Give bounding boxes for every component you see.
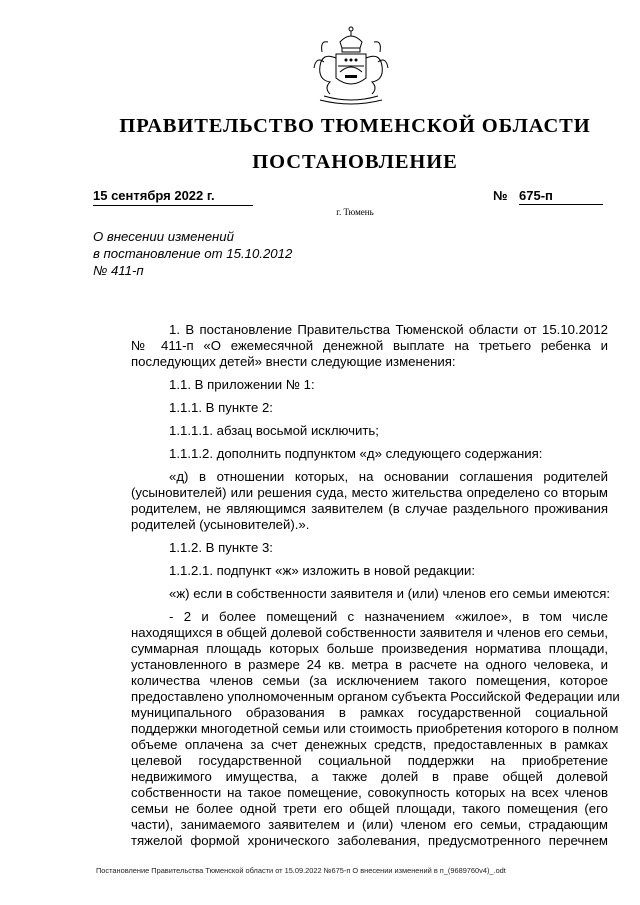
text-line: 1.1.2.1. подпункт «ж» изложить в новой редакции: <box>169 563 476 578</box>
document-date: 15 сентября 2022 г. <box>93 188 253 206</box>
paragraph-1-1-2 <box>93 540 608 556</box>
text-line: 1.1.1.2. дополнить подпунктом «д» следующего содержания: <box>169 446 543 461</box>
paragraph-1-1-1-1 <box>93 423 608 439</box>
paragraph-1-1-2-1 <box>93 563 608 579</box>
government-title: ПРАВИТЕЛЬСТВО ТЮМЕНСКОЙ ОБЛАСТИ <box>119 115 591 137</box>
text-line: муниципального образования в рамках государственной социальной <box>131 705 608 720</box>
paragraph-1-1 <box>93 377 608 393</box>
text-line: целевой государственной социальной поддержки на приобретение <box>131 753 608 768</box>
text-line: 1. В постановление Правительства Тюменской области от 15.10.2012 <box>169 322 608 337</box>
text-line: 1.1.2. В пункте 3: <box>169 540 273 555</box>
text-line: количества членов семьи (за исключением такого помещения, которое <box>131 673 608 688</box>
paragraph-1 <box>93 322 608 370</box>
text-line: № 411-п «О ежемесячной денежной выплате на третьего ребенка и <box>131 338 608 353</box>
subject-line: в постановление от 15.10.2012 <box>93 246 293 261</box>
subject-line: О внесении изменений <box>93 229 234 244</box>
text-line: собственности на такое помещение, совокупность которых на всех членов <box>131 785 608 800</box>
page-footer: Постановление Правительства Тюменской области от 15.09.2022 №675-п О внесении изменений в п_(9689760v4)_.odt <box>96 866 506 875</box>
text-line: тяжелой формой хронического заболевания, предусмотренного перечнем <box>131 833 608 848</box>
text-line: суммарная площадь которых больше произведения норматива площади, <box>131 641 608 656</box>
text-line: предоставлено уполномоченным органом субъекта Российской Федерации или <box>131 689 620 704</box>
number-sign: № <box>493 188 508 203</box>
text-line: семьи не более одной трети его общей площади, такого помещения (его <box>131 801 608 816</box>
coat-of-arms-emblem <box>300 22 402 106</box>
text-line: поддержки многодетной семьи или стоимость приобретения которого в полном <box>131 721 619 736</box>
text-line: объеме оплачена за счет денежных средств, предоставленных в рамках <box>131 737 608 752</box>
paragraph-zh <box>93 586 611 602</box>
text-line: - 2 и более помещений с назначением «жилое», в том числе <box>169 609 608 624</box>
text-line: находящихся в общей долевой собственности заявителя и членов его семьи, <box>131 625 608 640</box>
paragraph-d <box>93 469 608 533</box>
text-line: 1.1.1.1. абзац восьмой исключить; <box>169 423 379 438</box>
document-body <box>93 322 620 856</box>
text-line: недвижимого имущества, а также долей в праве общей долевой <box>131 769 608 784</box>
subject-line: № 411-п <box>93 263 144 278</box>
text-line: последующих детей» внести следующие изменения: <box>131 354 456 369</box>
text-line: 1.1. В приложении № 1: <box>169 377 315 392</box>
number-value: 675-п <box>519 188 603 205</box>
text-line: установленного в размере 24 кв. метра в расчете на одного человека, и <box>131 657 608 672</box>
paragraph-1-1-1-2 <box>93 446 608 462</box>
text-line: «ж) если в собственности заявителя и (или) членов его семьи имеются: <box>169 586 611 601</box>
document-type-title: ПОСТАНОВЛЕНИЕ <box>252 151 458 173</box>
paragraph-1-1-1 <box>93 400 608 416</box>
text-line: «д) в отношении которых, на основании соглашения родителей <box>169 469 608 484</box>
text-line: части), занимаемого заявителем и (или) членом его семьи, страдающим <box>131 817 608 832</box>
text-line: родителем, не являющимся заявителем (в случае раздельного проживания <box>131 501 608 516</box>
document-subject <box>93 228 292 279</box>
text-line: (усыновителей) или решения суда, место жительства определено со вторым <box>131 485 608 500</box>
city-label: г. Тюмень <box>336 207 374 217</box>
paragraph-dash <box>93 609 620 849</box>
text-line: 1.1.1. В пункте 2: <box>169 400 273 415</box>
document-number <box>493 188 604 205</box>
text-line: родителей (усыновителей).». <box>131 517 310 532</box>
